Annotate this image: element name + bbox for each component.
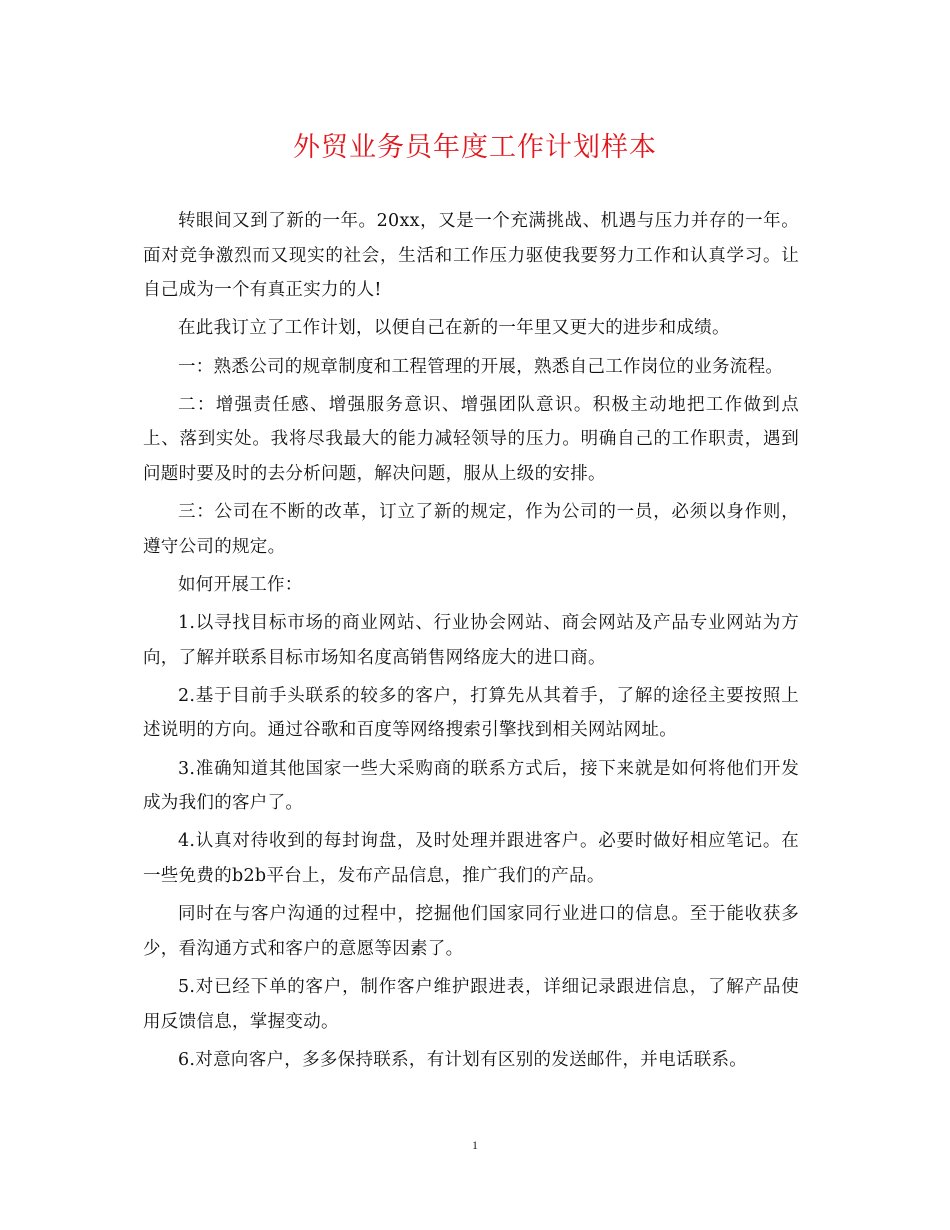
paragraph: 4.认真对待收到的每封询盘，及时处理并跟进客户。必要时做好相应笔记。在一些免费的b2b平台上，发布产品信息，推广我们的产品。 bbox=[143, 831, 799, 887]
paragraph: 三：公司在不断的改革，订立了新的规定，作为公司的一员，必须以身作则，遵守公司的规定。 bbox=[143, 502, 799, 557]
paragraph: 同时在与客户沟通的过程中，挖掘他们国家同行业进口的信息。至于能收获多少，看沟通方式和客户的意愿等因素了。 bbox=[143, 904, 799, 959]
paragraph: 如何开展工作： bbox=[178, 574, 303, 595]
paragraph: 6.对意向客户，多多保持联系，有计划有区别的发送邮件，并电话联系。 bbox=[178, 1049, 748, 1070]
paragraph: 1.以寻找目标市场的商业网站、行业协会网站、商会网站及产品专业网站为方向，了解并联系目标市场知名度高销售网络庞大的进口商。 bbox=[143, 613, 799, 668]
document-title: 外贸业务员年度工作计划样本 bbox=[293, 132, 657, 163]
paragraph: 2.基于目前手头联系的较多的客户，打算先从其着手，了解的途径主要按照上述说明的方向。通过谷歌和百度等网络搜索引擎找到相关网站网址。 bbox=[143, 685, 799, 741]
paragraph: 二：增强责任感、增强服务意识、增强团队意识。积极主动地把工作做到点上、落到实处。我将尽我最大的能力减轻领导的压力。明确自己的工作职责，遇到问题时要及时的去分析问题，解决问题，服从上级的安排。 bbox=[143, 394, 799, 484]
paragraph: 一：熟悉公司的规章制度和工程管理的开展，熟悉自己工作岗位的业务流程。 bbox=[178, 356, 784, 377]
paragraph: 3.准确知道其他国家一些大采购商的联系方式后，接下来就是如何将他们开发成为我们的客户了。 bbox=[143, 758, 799, 814]
paragraph: 在此我订立了工作计划，以便自己在新的一年里又更大的进步和成绩。 bbox=[178, 318, 730, 339]
paragraph: 5.对已经下单的客户，制作客户维护跟进表，详细记录跟进信息，了解产品使用反馈信息，掌握变动。 bbox=[143, 977, 799, 1032]
document-body bbox=[143, 204, 799, 1081]
page-number: 1 bbox=[472, 1138, 478, 1152]
paragraph: 转眼间又到了新的一年。20xx，又是一个充满挑战、机遇与压力并存的一年。面对竞争激烈而又现实的社会，生活和工作压力驱使我要努力工作和认真学习。让自己成为一个有真正实力的人! bbox=[143, 211, 799, 301]
